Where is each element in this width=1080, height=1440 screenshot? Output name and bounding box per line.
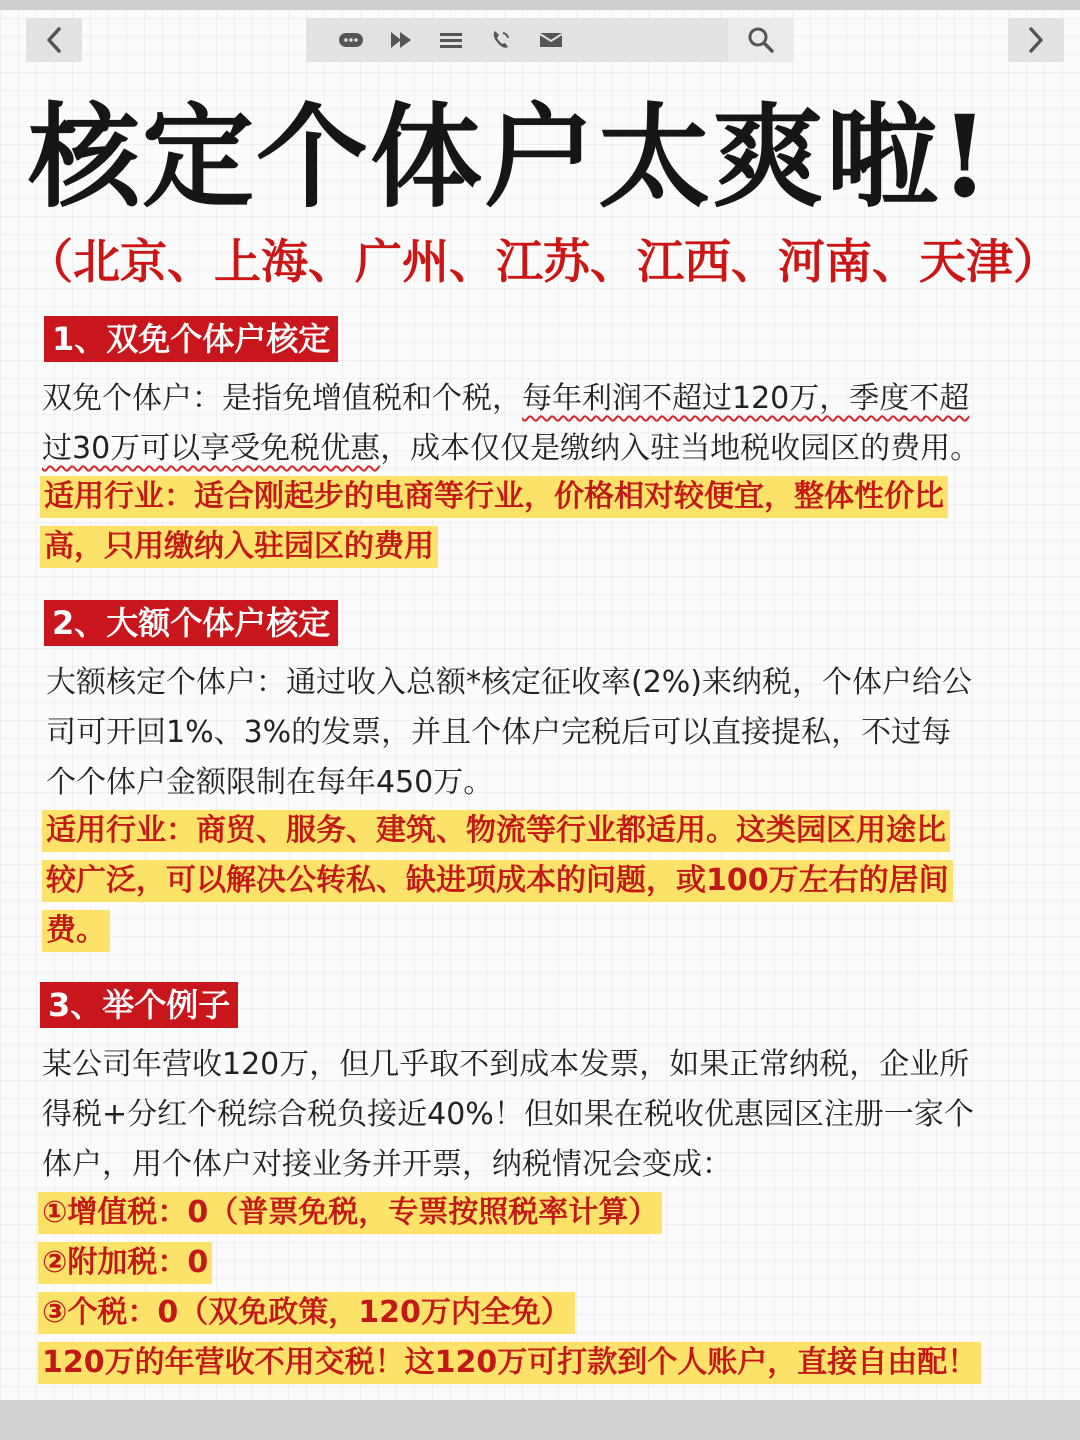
toolbar xyxy=(306,18,728,62)
section-heading-1: 1、双免个体户核定 xyxy=(44,316,338,362)
section1-text: 双免个体户：是指免增值税和个税， xyxy=(42,381,522,416)
section3-line-2: 得税+分红个税综合税负接近40%！但如果在税收优惠园区注册一家个 xyxy=(42,1097,974,1132)
bottom-strip xyxy=(0,1400,1080,1440)
forward-nav-button[interactable] xyxy=(1008,18,1064,62)
chevron-right-icon xyxy=(1025,26,1047,54)
section1-text: ，成本仅仅是缴纳入驻当地税收园区的费用。 xyxy=(380,431,981,466)
highlight-line: 适用行业：适合刚起步的电商等行业，价格相对较便宜，整体性价比 xyxy=(40,476,948,518)
back-button[interactable] xyxy=(26,18,82,62)
highlight-line: 费。 xyxy=(42,910,110,952)
section2-line-1: 大额核定个体户：通过收入总额*核定征收率(2%)来纳税，个体户给公 xyxy=(46,665,973,700)
section2-line-3: 个个体户金额限制在每年450万。 xyxy=(46,765,494,800)
top-strip xyxy=(0,0,1080,10)
search-button[interactable] xyxy=(728,18,794,62)
section1-highlight xyxy=(40,476,948,576)
conclusion: 120万的年营收不用交税！这120万可打款到个人账户，直接自由配！ xyxy=(38,1342,981,1384)
section1-line-1 xyxy=(42,374,980,424)
forward-icon[interactable] xyxy=(388,29,414,51)
page-title: 核定个体户太爽啦! xyxy=(28,92,992,223)
section3-paragraph xyxy=(42,1040,974,1190)
list-icon[interactable] xyxy=(438,29,464,51)
section2-highlight xyxy=(42,810,953,960)
highlight-line: 高，只用缴纳入驻园区的费用 xyxy=(40,526,438,568)
section3-line-1: 某公司年营收120万，但几乎取不到成本发票，如果正常纳税，企业所 xyxy=(42,1047,970,1082)
section1-paragraph xyxy=(42,374,980,474)
list-item: ①增值税：0（普票免税，专票按照税率计算） xyxy=(38,1192,662,1234)
section2-line-2: 司可开回1%、3%的发票，并且个体户完税后可以直接提私，不过每 xyxy=(46,715,952,750)
list-item: ②附加税：0 xyxy=(38,1242,212,1284)
mail-icon[interactable] xyxy=(538,29,564,51)
chevron-left-icon xyxy=(43,26,65,54)
highlight-line: 较广泛，可以解决公转私、缺进项成本的问题，或100万左右的居间 xyxy=(42,860,953,902)
chat-icon[interactable] xyxy=(338,29,364,51)
page-subtitle: （北京、上海、广州、江苏、江西、河南、天津） xyxy=(26,235,1060,290)
section-heading-2: 2、大额个体户核定 xyxy=(44,600,338,646)
search-icon xyxy=(747,26,775,54)
section2-paragraph xyxy=(46,658,972,808)
section1-emphasis: 每年利润不超过120万，季度不超 xyxy=(522,381,970,416)
section3-highlight xyxy=(38,1192,981,1392)
section1-line-2 xyxy=(42,424,980,474)
section1-emphasis: 过30万可以享受免税优惠 xyxy=(42,431,381,466)
phone-icon[interactable] xyxy=(488,29,514,51)
section-heading-3: 3、举个例子 xyxy=(40,982,238,1028)
section3-line-3: 体户，用个体户对接业务并开票，纳税情况会变成： xyxy=(42,1147,732,1182)
list-item: ③个税：0（双免政策，120万内全免） xyxy=(38,1292,575,1334)
highlight-line: 适用行业：商贸、服务、建筑、物流等行业都适用。这类园区用途比 xyxy=(42,810,950,852)
